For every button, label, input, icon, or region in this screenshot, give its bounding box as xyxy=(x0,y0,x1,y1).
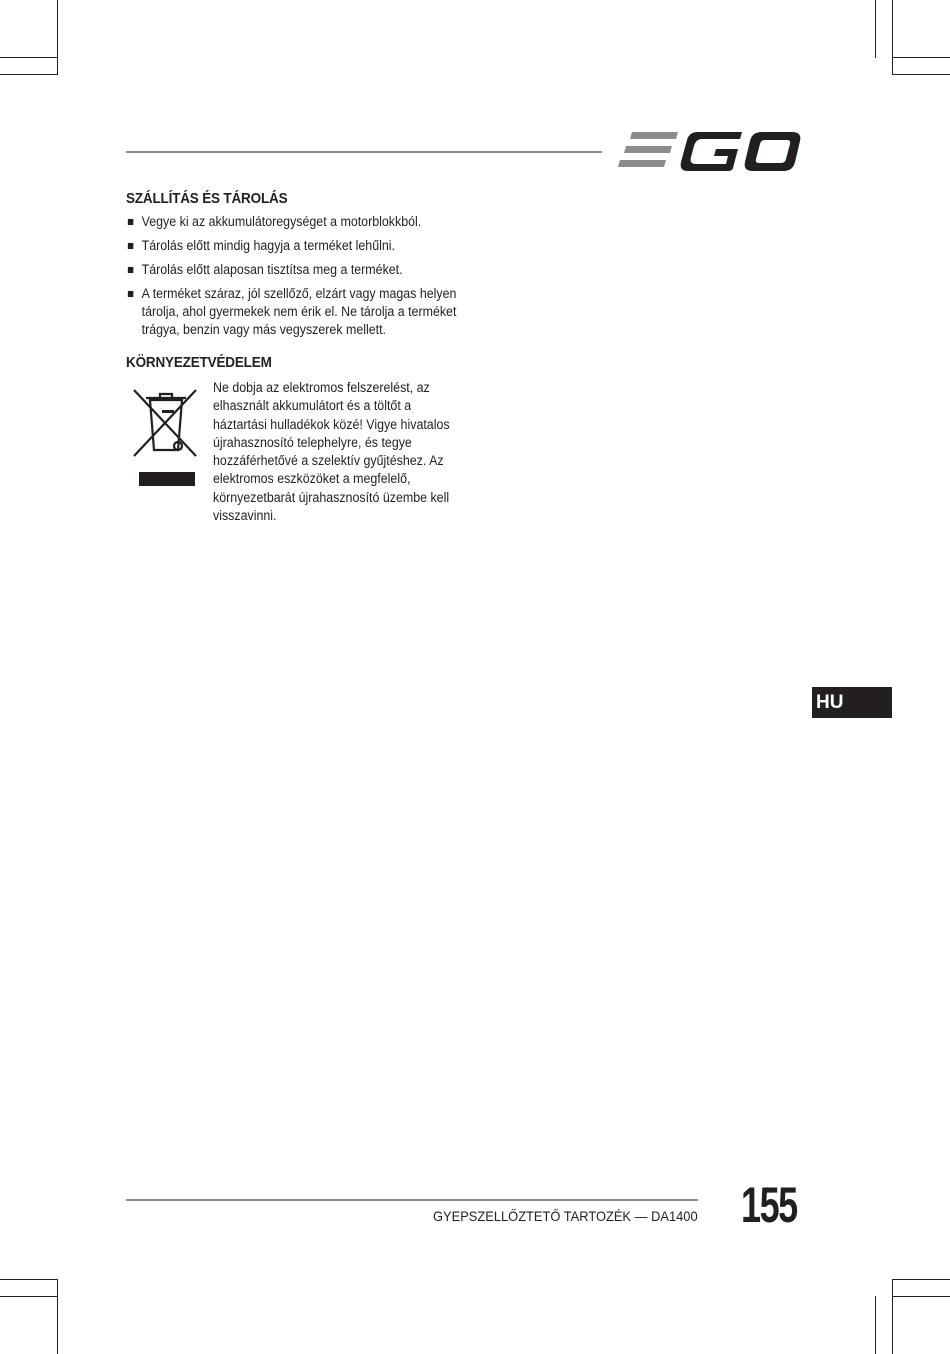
bullet-square-icon xyxy=(128,267,134,273)
list-item xyxy=(126,237,473,255)
ego-logo xyxy=(616,128,802,174)
list-item-text: A terméket száraz, jól szellőző, elzárt vagy magas helyen tárolja, ahol gyermekek nem érik el. Ne tárolja a terméket trágya, benzin vagy más vegyszerek mellett. xyxy=(141,286,457,337)
list-item xyxy=(126,261,473,279)
page-number: 155 xyxy=(741,1177,797,1233)
list-item xyxy=(126,213,473,231)
bullet-square-icon xyxy=(128,243,134,249)
bullet-square-icon xyxy=(128,291,134,297)
list-item-text: Tárolás előtt alaposan tisztítsa meg a terméket. xyxy=(141,262,403,277)
environment-text: Ne dobja az elektromos felszerelést, az elhasznált akkumulátort és a töltőt a háztartási hulladékok közé! Vigye hivatalos újrahasznosító telephelyre, és tegye hozzáférhetővé a szelektív gyűjtéshez. Az elektromos eszközöket a megfelelő, környezetbarát újrahasznosító üzembe kell visszavinni. xyxy=(213,380,450,524)
bullet-square-icon xyxy=(128,219,134,225)
list-item xyxy=(126,285,473,339)
language-tab: HU xyxy=(812,687,892,718)
environment-section-title: KÖRNYEZETVÉDELEM xyxy=(126,354,272,371)
transport-section-title: SZÁLLÍTÁS ÉS TÁROLÁS xyxy=(126,190,288,207)
list-item-text: Tárolás előtt mindig hagyja a terméket lehűlni. xyxy=(141,238,396,253)
header-rule xyxy=(126,151,602,153)
footer-product-name: GYEPSZELLŐZTETŐ TARTOZÉK — DA1400 xyxy=(433,1208,698,1224)
transport-list xyxy=(126,213,466,345)
list-item-text: Vegye ki az akkumulátoregységet a motorblokkból. xyxy=(141,214,422,229)
crossed-out-wheeled-bin-icon xyxy=(132,384,198,488)
footer-rule xyxy=(126,1199,698,1201)
